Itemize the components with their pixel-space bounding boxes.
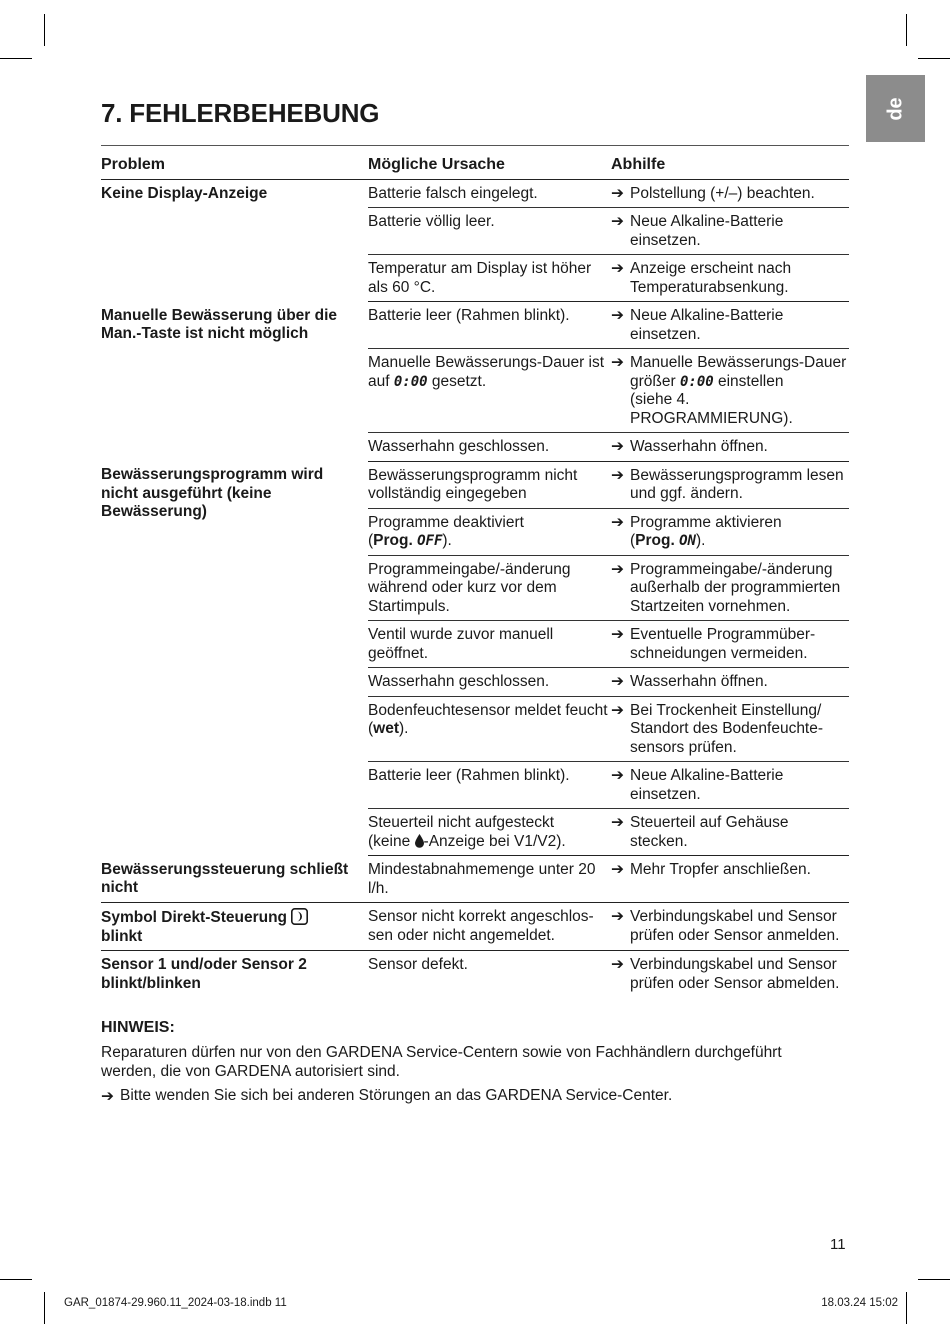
- remedy-text: einstellen: [713, 372, 784, 390]
- remedy-text: Manuelle Bewässerungs-Dauer größer: [630, 354, 847, 390]
- table-row: [101, 302, 849, 349]
- remedy-text: Eventuelle Programmüber-schneidungen vermeiden.: [630, 626, 816, 662]
- remedy-text: Neue Alkaline-Batterie einsetzen.: [630, 307, 784, 343]
- remedy-text: Verbindungskabel und Sensor prüfen oder Sensor abmelden.: [630, 956, 840, 992]
- problem-cell: Sensor 1 und/oder Sensor 2 blinkt/blinken: [101, 956, 307, 992]
- lcd-value: 0:00: [679, 373, 714, 390]
- remedy-cell: [611, 302, 849, 349]
- cause-cell: Batterie falsch eingelegt.: [368, 179, 611, 208]
- header-remedy: Abhilfe: [611, 154, 849, 179]
- remedy-cell: [611, 461, 849, 508]
- arrow-right-icon: ➔: [611, 513, 624, 531]
- cause-cell: Wasserhahn geschlossen.: [368, 668, 611, 697]
- problem-cell: Bewässerungssteuerung schließt nicht: [101, 856, 368, 903]
- remedy-cell: [611, 951, 849, 998]
- cause-cell: Batterie leer (Rahmen blinkt).: [368, 762, 611, 809]
- cause-text: -Anzeige bei V1/V2).: [423, 832, 566, 850]
- arrow-right-icon: ➔: [611, 673, 624, 690]
- cause-text: Bodenfeuchtesensor meldet feucht (: [368, 701, 608, 737]
- cause-cell: [368, 349, 611, 433]
- problem-cell: Keine Display-Anzeige: [101, 184, 268, 202]
- header-cause: Mögliche Ursache: [368, 154, 611, 179]
- table-row: [101, 856, 849, 903]
- cause-bold-text: wet: [373, 720, 400, 737]
- problem-cell: Manuelle Bewässerung über die Man.-Taste ist nicht möglich: [101, 306, 338, 342]
- cause-cell: Ventil wurde zuvor manuell geöffnet.: [368, 621, 611, 668]
- page-number: 11: [830, 1236, 846, 1253]
- lcd-value: 0:00: [393, 373, 428, 390]
- remedy-text: Programme aktivieren: [630, 513, 782, 531]
- arrow-right-icon: ➔: [611, 560, 624, 578]
- remedy-cell: [611, 762, 849, 809]
- divider: [101, 145, 849, 146]
- cause-bold-text: Prog.: [373, 532, 418, 549]
- language-tab: [866, 75, 925, 142]
- cause-cell: Batterie leer (Rahmen blinkt).: [368, 302, 611, 349]
- cause-text: ).: [399, 720, 409, 737]
- crop-mark: [44, 14, 45, 46]
- note-heading: HINWEIS:: [101, 1019, 175, 1036]
- remedy-text: Bewässerungsprogramm lesen und ggf. ändern.: [630, 466, 844, 502]
- cause-cell: Wasserhahn geschlossen.: [368, 433, 611, 462]
- arrow-right-icon: ➔: [611, 626, 624, 643]
- cause-cell: [368, 696, 611, 762]
- remedy-cell: [611, 903, 849, 951]
- cause-cell: Mindestabnahmemenge unter 20 l/h.: [368, 856, 611, 903]
- remedy-cell: [611, 208, 849, 255]
- paren: (: [368, 532, 374, 549]
- arrow-right-icon: ➔: [611, 213, 624, 230]
- arrow-right-icon: ➔: [611, 814, 624, 831]
- cause-cell: Programmeingabe/-änderung während oder kurz vor dem Startimpuls.: [368, 555, 611, 621]
- remedy-text: Anzeige erscheint nach Temperaturabsenkung.: [630, 260, 792, 296]
- cause-text: gesetzt.: [427, 372, 487, 390]
- arrow-right-icon: ➔: [101, 1088, 114, 1105]
- cause-text: (keine: [368, 832, 415, 850]
- remedy-text: Neue Alkaline-Batterie einsetzen.: [630, 213, 784, 249]
- arrow-right-icon: ➔: [611, 466, 624, 484]
- cause-cell: [368, 809, 611, 856]
- problem-text: Symbol Direkt-Steuerung: [101, 909, 288, 926]
- crop-mark: [0, 1279, 32, 1280]
- lcd-value: ON: [679, 533, 696, 549]
- lcd-value: OFF: [417, 533, 443, 549]
- table-row: [101, 951, 849, 998]
- arrow-right-icon: ➔: [611, 354, 624, 371]
- arrow-right-icon: ➔: [611, 861, 624, 878]
- remedy-cell: [611, 668, 849, 697]
- troubleshooting-table: [101, 154, 849, 997]
- cause-text: Manuelle Bewässerungs-Dauer ist auf: [368, 354, 605, 390]
- note-text: Reparaturen dürfen nur von den GARDENA Service-Centern sowie von Fachhändlern durchgeführt werden, die von GARDENA autorisiert sind.: [101, 1044, 782, 1080]
- crop-mark: [0, 58, 32, 59]
- arrow-right-icon: ➔: [611, 956, 624, 973]
- header-problem: Problem: [101, 154, 368, 179]
- cause-cell: Bewässerungsprogramm nicht vollständig eingegeben: [368, 461, 611, 508]
- note-action-text: Bitte wenden Sie sich bei anderen Störungen an das GARDENA Service-Center.: [120, 1087, 673, 1104]
- table-row: [101, 461, 849, 508]
- remedy-text: Polstellung (+/–) beachten.: [630, 184, 815, 202]
- remedy-cell: [611, 621, 849, 668]
- paren: (: [630, 532, 636, 549]
- cause-cell: Temperatur am Display ist höher als 60 °C.: [368, 255, 611, 302]
- table-row: [101, 903, 849, 951]
- remedy-text: Mehr Tropfer anschließen.: [630, 861, 811, 878]
- direct-control-icon: [291, 908, 308, 925]
- remedy-cell: [611, 349, 849, 433]
- remedy-text: Bei Trockenheit Einstellung/ Standort des Bodenfeuchte-sensors prüfen.: [630, 701, 824, 756]
- remedy-cell: [611, 555, 849, 621]
- remedy-cell: [611, 809, 849, 856]
- remedy-text: Steuerteil auf Gehäuse stecken.: [630, 814, 789, 850]
- footer-file-info: GAR_01874-29.960.11_2024-03-18.indb 11: [64, 1297, 287, 1309]
- arrow-right-icon: ➔: [611, 908, 624, 925]
- page-title: 7. FEHLERBEHEBUNG: [101, 98, 380, 128]
- cause-text: Steuerteil nicht aufgesteckt: [368, 814, 555, 831]
- remedy-cell: [611, 508, 849, 555]
- crop-mark: [906, 14, 907, 46]
- cause-text: Programme deaktiviert: [368, 513, 524, 531]
- arrow-right-icon: ➔: [611, 260, 624, 277]
- remedy-text: Wasserhahn öffnen.: [630, 438, 768, 455]
- footer-date: 18.03.24 15:02: [821, 1297, 898, 1309]
- crop-mark: [44, 1292, 45, 1324]
- table-header-row: [101, 154, 849, 179]
- cause-cell: [368, 508, 611, 555]
- water-drop-icon: [415, 834, 424, 848]
- note-action: [101, 1087, 672, 1106]
- problem-cell: Bewässerungsprogramm wird nicht ausgeführt (keine Bewässerung): [101, 466, 324, 520]
- table-row: [101, 179, 849, 208]
- paren: ).: [442, 532, 452, 549]
- cause-cell: Sensor defekt.: [368, 956, 468, 973]
- crop-mark: [918, 58, 950, 59]
- problem-text: blinkt: [101, 927, 143, 945]
- remedy-text: Neue Alkaline-Batterie einsetzen.: [630, 767, 784, 803]
- remedy-cell: [611, 255, 849, 302]
- remedy-text: Wasserhahn öffnen.: [630, 673, 768, 690]
- arrow-right-icon: ➔: [611, 438, 624, 455]
- remedy-cell: [611, 179, 849, 208]
- problem-cell: [101, 903, 368, 951]
- crop-mark: [906, 1292, 907, 1324]
- remedy-cell: [611, 696, 849, 762]
- remedy-cell: [611, 856, 849, 903]
- arrow-right-icon: ➔: [611, 767, 624, 784]
- remedy-text: (siehe 4. PROGRAMMIERUNG).: [630, 391, 793, 427]
- remedy-bold-text: Prog.: [635, 532, 680, 549]
- arrow-right-icon: ➔: [611, 701, 624, 719]
- paren: ).: [695, 532, 706, 549]
- language-tab-label: de: [884, 96, 906, 121]
- remedy-cell: [611, 433, 849, 462]
- cause-cell: Batterie völlig leer.: [368, 208, 611, 255]
- remedy-text: Verbindungskabel und Sensor prüfen oder Sensor anmelden.: [630, 908, 840, 944]
- remedy-text: Programmeingabe/-änderung außerhalb der programmierten Startzeiten vornehmen.: [630, 560, 841, 615]
- arrow-right-icon: ➔: [611, 307, 624, 324]
- arrow-right-icon: ➔: [611, 184, 624, 202]
- cause-cell: Sensor nicht korrekt angeschlos-sen oder nicht angemeldet.: [368, 903, 611, 951]
- crop-mark: [918, 1279, 950, 1280]
